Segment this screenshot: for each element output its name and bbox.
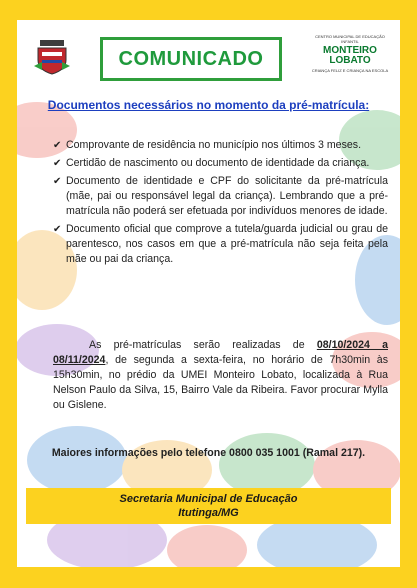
footer-line-1: Secretaria Municipal de Educação (119, 493, 298, 505)
document-item-text: Documento oficial que comprove a tutela/guarda judicial ou grau de parentesco, nos casos em que a pré-matrícula não seja feita pela mãe ou pai da criança. (66, 223, 388, 265)
documents-heading: Documentos necessários no momento da pré-matrícula: (47, 98, 370, 112)
sheet (17, 20, 400, 567)
schedule-intro: As pré-matrículas serão realizadas de (89, 339, 317, 351)
document-item-text: Documento de identidade e CPF do solicitante da pré-matrícula (mãe, pai ou responsável legal da criança). Lembrando que a pré-matrícula não poderá ser efetuada por indivíduos menores de idade. (66, 175, 388, 217)
footer-banner (26, 488, 391, 524)
documents-list (53, 138, 388, 270)
check-icon: ✔ (53, 140, 62, 151)
list-item (53, 156, 388, 171)
schedule-paragraph (53, 338, 388, 413)
school-logo-name: MONTEIRO LOBATO (323, 45, 377, 66)
footer-line-2: Itutinga/MG (178, 507, 239, 519)
list-item (53, 222, 388, 267)
school-logo-subtitle: CRIANÇA FELIZ E CRIANÇA NA ESCOLA (311, 68, 389, 73)
schedule-period: 08/10/2024 a 08/11/2024 (53, 339, 388, 366)
check-icon: ✔ (53, 158, 62, 169)
school-logo (307, 34, 393, 86)
city-crest-icon (32, 36, 72, 76)
schedule-details: , de segunda a sexta-feira, no horário de 7h30min às 15h30min, no prédio da UMEI Monteiro Lobato, localizada à Rua Nelson Paulo da Silva, 15, Bairro Vale da Ribeira. Favor procurar Mylla ou Gislene. (53, 354, 388, 411)
list-item (53, 174, 388, 219)
check-icon: ✔ (53, 176, 62, 187)
school-logo-top-text: CENTRO MUNICIPAL DE EDUCAÇÃO INFANTIL (315, 34, 385, 44)
page-title: COMUNICADO (118, 47, 264, 70)
contact-info: Maiores informações pelo telefone 0800 035 1001 (Ramal 217). (51, 447, 366, 459)
list-item (53, 138, 388, 153)
title-banner (100, 37, 282, 81)
document-item-text: Certidão de nascimento ou documento de identidade da criança. (66, 157, 370, 169)
document-item-text: Comprovante de residência no município nos últimos 3 meses. (66, 139, 362, 151)
check-icon: ✔ (53, 224, 62, 235)
